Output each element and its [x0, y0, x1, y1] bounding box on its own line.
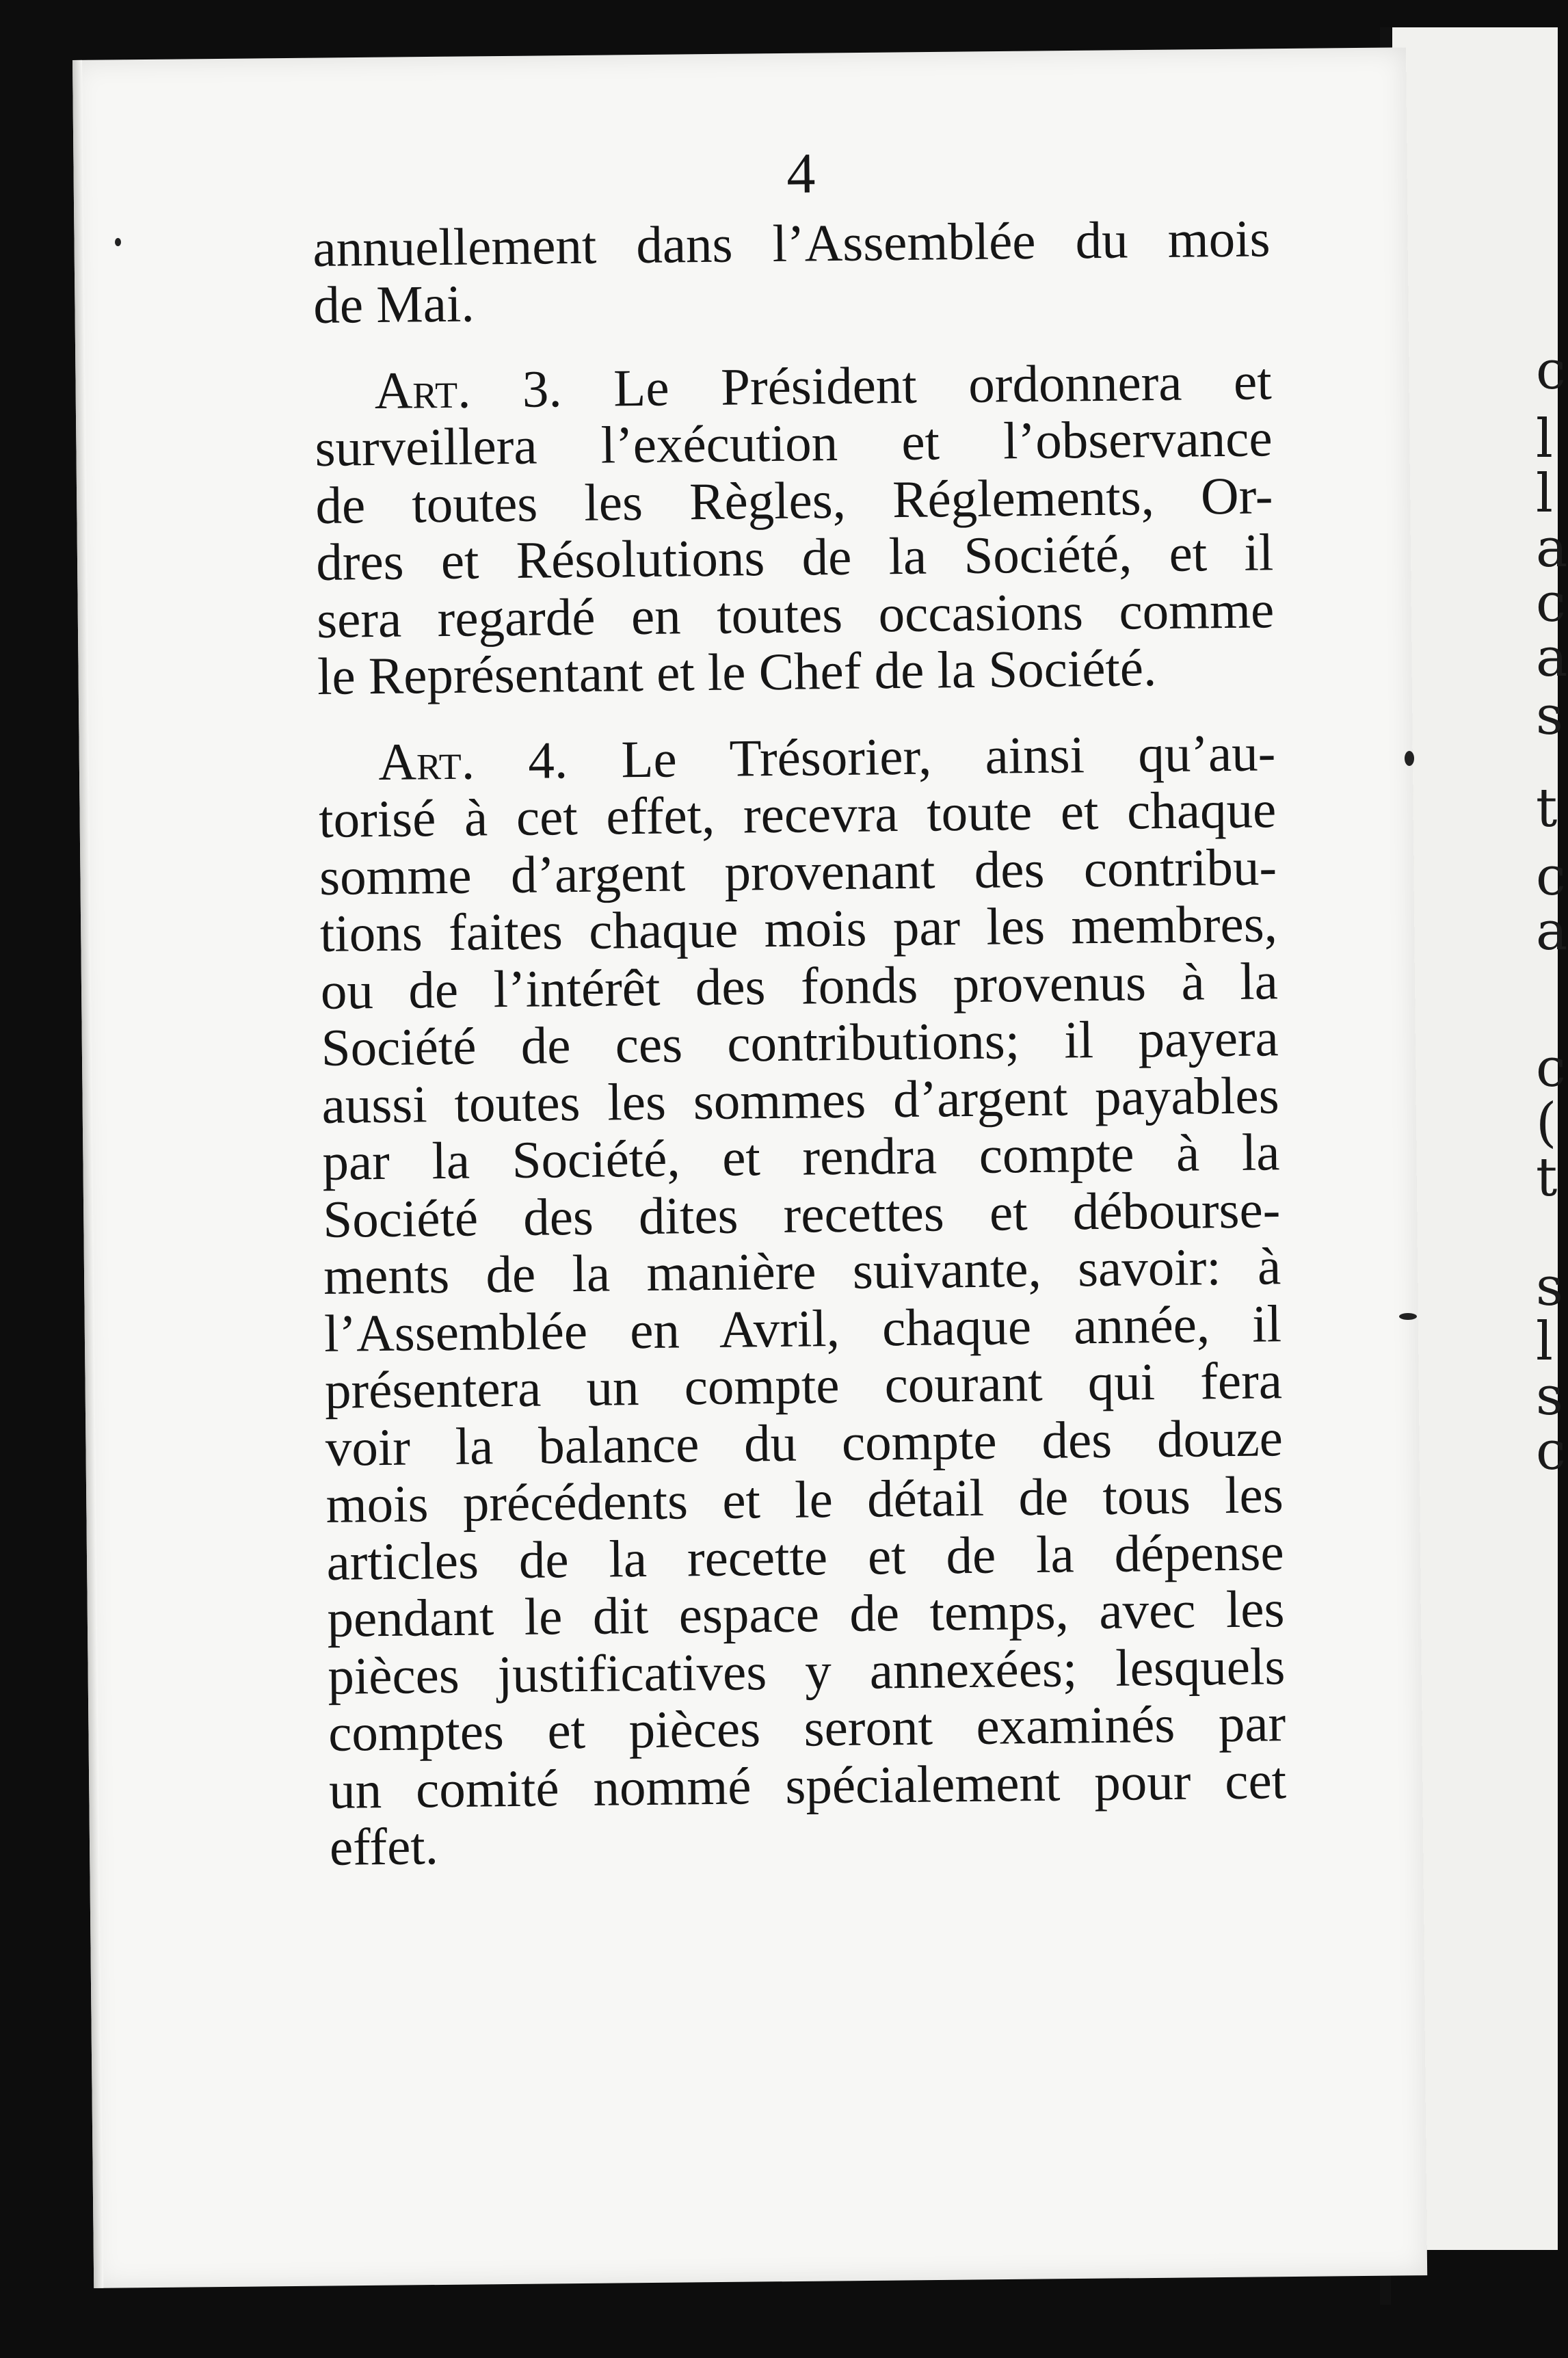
paragraph-article-4 — [318, 724, 1287, 1877]
facing-fragment: s — [1536, 1366, 1564, 1427]
facing-fragment: s — [1536, 685, 1564, 747]
facing-fragment: a — [1536, 518, 1568, 579]
text-line: ou de l’intérêt des fonds provenus à la — [320, 951, 1279, 1020]
text-line: voir la balance du compte des douze — [325, 1407, 1284, 1477]
facing-fragment: l — [1536, 1311, 1553, 1373]
text-line: torisé à cet effet, recevra toute et chaque — [318, 780, 1277, 849]
facing-fragment: c — [1536, 846, 1566, 908]
text-line: un comité nommé spécialement pour cet — [328, 1750, 1287, 1820]
paragraph-article-3 — [314, 353, 1275, 706]
text-line: aussi toutes les sommes d’argent payables — [321, 1065, 1279, 1135]
facing-fragment: a — [1536, 627, 1568, 689]
text-line: sera regardé en toutes occasions comme — [316, 579, 1275, 649]
text-line: annuellement dans l’Assemblée du mois — [313, 208, 1271, 278]
text-line: tions faites chaque mois par les membres, — [319, 894, 1278, 963]
text-line: de toutes les Règles, Réglements, Or- — [315, 465, 1273, 535]
facing-fragment: ( — [1536, 1092, 1557, 1154]
facing-fragment: c — [1536, 340, 1566, 401]
facing-fragment: t — [1536, 778, 1558, 839]
text-line: Société de ces contributions; il payera — [321, 1008, 1279, 1077]
text-line: par la Société, et rendra compte à la — [322, 1122, 1280, 1191]
paper-speck — [115, 238, 121, 246]
text-line: comptes et pièces seront examinés par — [328, 1693, 1286, 1762]
page-text — [312, 140, 1288, 1905]
facing-fragment: t — [1536, 1147, 1558, 1208]
facing-fragment: c — [1536, 1037, 1566, 1099]
facing-fragment: c — [1536, 572, 1566, 634]
text-line: effet. — [329, 1816, 439, 1877]
text-line: le Représentant et le Chef de la Société. — [317, 638, 1157, 706]
text-line: l’Assemblée en Avril, chaque année, il — [323, 1293, 1282, 1363]
text-line: pendant le dit espace de temps, avec les — [327, 1579, 1285, 1648]
text-line: de Mai. — [313, 274, 475, 334]
facing-fragment: s — [1536, 1256, 1564, 1318]
article-label: Art. 3. — [374, 358, 563, 420]
text-line: Société des dites recettes et débourse- — [322, 1179, 1281, 1249]
text-line: somme d’argent provenant des contribu- — [319, 836, 1277, 906]
text-line: articles de la recette et de la dépense — [326, 1522, 1284, 1591]
page-number: 4 — [786, 142, 816, 206]
text-line: présentera un compte courant qui fera — [324, 1351, 1283, 1420]
facing-fragment: a — [1536, 901, 1568, 962]
paragraph-continuation — [313, 210, 1271, 334]
article-label: Art. 4. — [377, 730, 568, 791]
text-line-content: Le Trésorier, ainsi qu’au- — [620, 722, 1276, 789]
paper-speck — [1405, 751, 1414, 766]
text-line-content: Le Président ordonnera et — [613, 351, 1273, 417]
facing-fragment: l — [1536, 463, 1553, 525]
facing-fragment: l — [1536, 408, 1553, 470]
facing-fragment: c — [1536, 1420, 1566, 1482]
text-line: dres et Résolutions de la Société, et il — [315, 522, 1274, 592]
text-line: mois précédents et le détail de tous les — [325, 1465, 1284, 1534]
text-line: surveillera l’exécution et l’observance — [315, 408, 1273, 477]
page-edge — [72, 60, 103, 2288]
text-line: ments de la manière suivante, savoir: à — [323, 1236, 1281, 1306]
text-line: pièces justificatives y annexées; lesquels — [327, 1636, 1286, 1706]
paper-speck — [1399, 1313, 1417, 1320]
